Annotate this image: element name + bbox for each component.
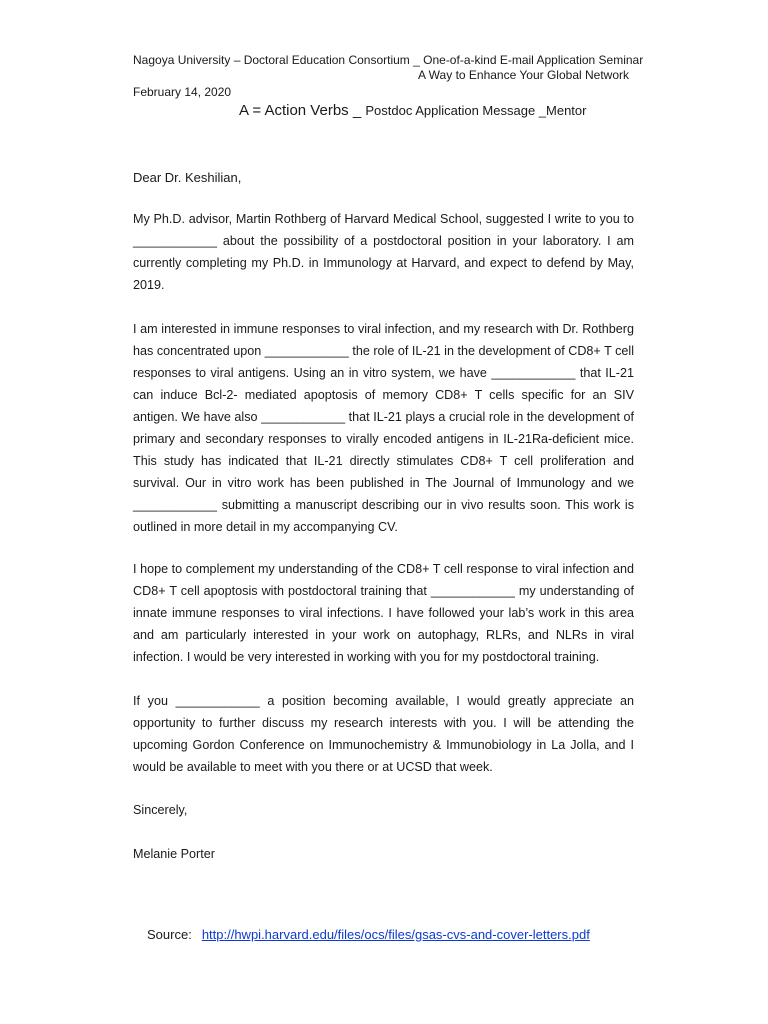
document-title [239,102,586,120]
letter-closing: Sincerely, [133,803,188,817]
source-link[interactable]: http://hwpi.harvard.edu/files/ocs/files/gsas-cvs-and-cover-letters.pdf [201,927,590,942]
title-main: A = Action Verbs _ [239,102,366,119]
letter-signature: Melanie Porter [133,847,215,861]
source-line [147,927,590,942]
header-date: February 14, 2020 [133,85,232,99]
letter-paragraph-1: My Ph.D. advisor, Martin Rothberg of Harvard Medical School, suggested I write to you to ____________ about the possibility of a postdoctoral position in your laboratory. I am currently completing my Ph.D. in Immunology at Harvard, and expect to defend by May, 2019. [133,212,634,292]
letter-paragraph-3: I hope to complement my understanding of the CD8+ T cell response to viral infection and CD8+ T cell apoptosis with postdoctoral training that ____________ my understanding of innate immune responses to viral infections. I have followed your lab’s work in this area and am particularly interested in your work on autophagy, RLRs, and NLRs in viral infection. I would be very interested in working with you for my postdoctoral training. [133,562,634,664]
letter-salutation: Dear Dr. Keshilian, [133,170,242,185]
source-label: Source: [147,927,192,942]
header-seminar-subtitle: A Way to Enhance Your Global Network [418,68,630,82]
letter-paragraph-4: If you ____________ a position becoming available, I would greatly appreciate an opportunity to further discuss my research interests with you. I will be attending the upcoming Gordon Conference on Immunochemistry & Immunobiology in La Jolla, and I would be available to meet with you there or at UCSD that week. [133,694,634,774]
letter-paragraph-2: I am interested in immune responses to viral infection, and my research with Dr. Rothberg has concentrated upon ____________ the role of IL-21 in the development of CD8+ T cell responses to viral antigens. Using an in vitro system, we have ____________ that IL-21 can induce Bcl-2- mediated apoptosis of memory CD8+ T cells specific for an SIV antigen. We have also ____________ that IL-21 plays a crucial role in the development of primary and secondary responses to virally encoded antigens in IL-21Ra-deficient mice. This study has indicated that IL-21 directly stimulates CD8+ T cell proliferation and survival. Our in vitro work has been published in The Journal of Immunology and we ____________ submitting a manuscript describing our in vivo results soon. This work is outlined in more detail in my accompanying CV. [133,322,634,534]
title-sub: Postdoc Application Message _Mentor [365,103,587,118]
header-seminar-title: Nagoya University – Doctoral Education Consortium _ One-of-a-kind E-mail Application Seminar [133,53,644,67]
